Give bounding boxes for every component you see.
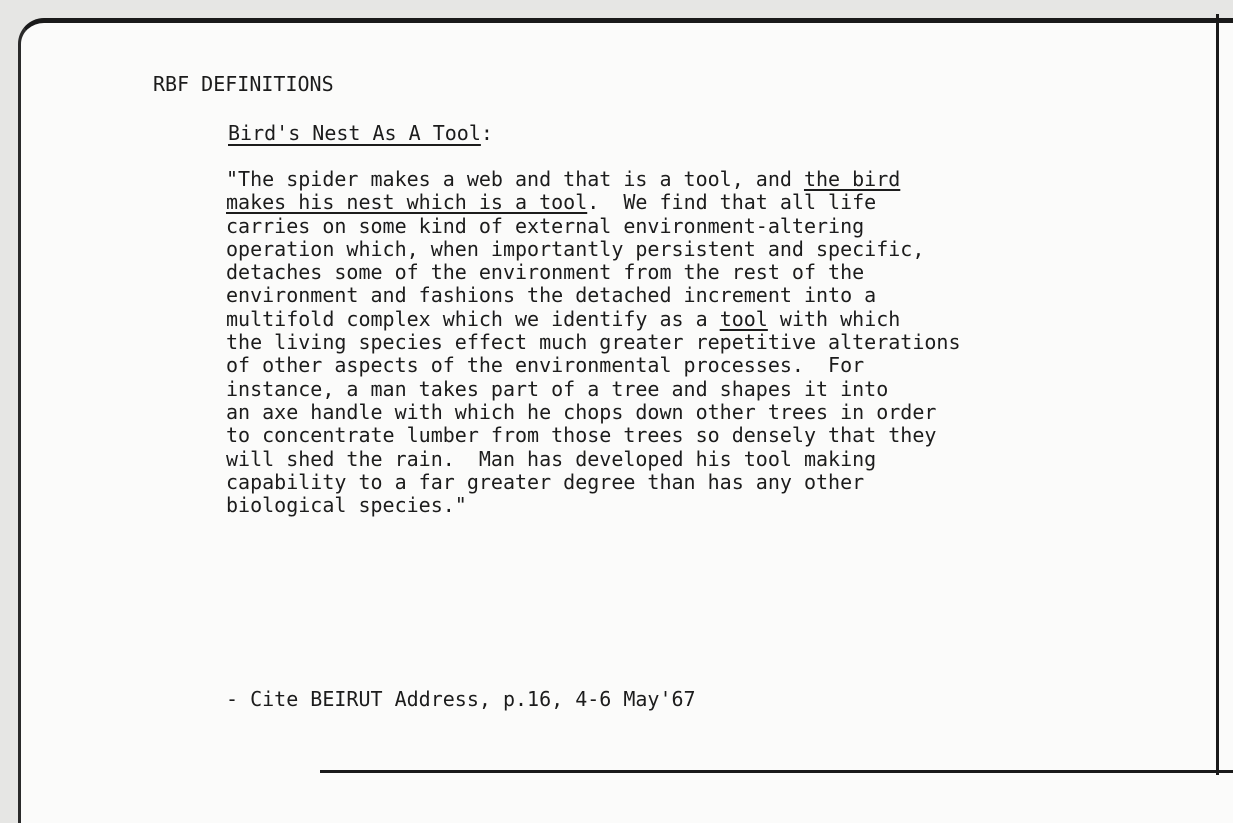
quote-text: with which — [767, 306, 901, 331]
quote-text: instance, a man takes part of a tree and shapes it into — [226, 376, 889, 401]
quote-line — [226, 378, 961, 401]
quote-text: carries on some kind of external environment-altering — [226, 213, 865, 238]
quote-line — [226, 238, 961, 261]
quote-line — [226, 424, 961, 447]
quote-line — [226, 448, 961, 471]
quote-line — [226, 331, 961, 354]
quote-text: the living species effect much greater repetitive alterations — [226, 330, 961, 355]
card-bottom-border — [320, 770, 1233, 773]
definition-title-text: Bird's Nest As A Tool — [228, 121, 481, 145]
definition-title-colon: : — [480, 121, 493, 145]
quote-text: to concentrate lumber from those trees so densely that they — [226, 423, 937, 448]
definition-title — [228, 121, 493, 145]
definition-quote — [226, 168, 961, 517]
quote-text: biological species." — [226, 493, 467, 518]
quote-text: multifold complex which we identify as a — [226, 306, 720, 331]
quote-underlined-text: the bird — [803, 167, 901, 191]
quote-underlined-text: tool — [719, 306, 768, 331]
quote-text: an axe handle with which he chops down other trees in order — [226, 399, 937, 424]
quote-underlined-text: makes his nest which is a tool — [226, 190, 588, 215]
quote-text: operation which, when importantly persistent and specific, — [226, 236, 925, 261]
quote-text: . We find that all life — [587, 190, 877, 215]
citation: - Cite BEIRUT Address, p.16, 4-6 May'67 — [226, 687, 696, 711]
quote-line — [226, 261, 961, 284]
quote-text: will shed the rain. Man has developed his tool making — [226, 446, 877, 471]
quote-text: "The spider makes a web and that is a tool, and — [226, 167, 804, 191]
quote-line — [226, 354, 961, 377]
quote-line — [226, 191, 961, 214]
quote-line — [226, 471, 961, 494]
document-heading: RBF DEFINITIONS — [153, 72, 334, 96]
quote-line — [226, 215, 961, 238]
quote-line — [226, 494, 961, 517]
quote-line — [226, 168, 961, 191]
quote-line — [226, 308, 961, 331]
quote-line — [226, 401, 961, 424]
card-right-border — [1216, 14, 1219, 775]
quote-text: of other aspects of the environmental processes. For — [226, 353, 865, 378]
quote-text: detaches some of the environment from the rest of the — [226, 260, 865, 285]
quote-text: capability to a far greater degree than has any other — [226, 469, 865, 494]
quote-line — [226, 284, 961, 307]
quote-text: environment and fashions the detached increment into a — [226, 283, 877, 308]
